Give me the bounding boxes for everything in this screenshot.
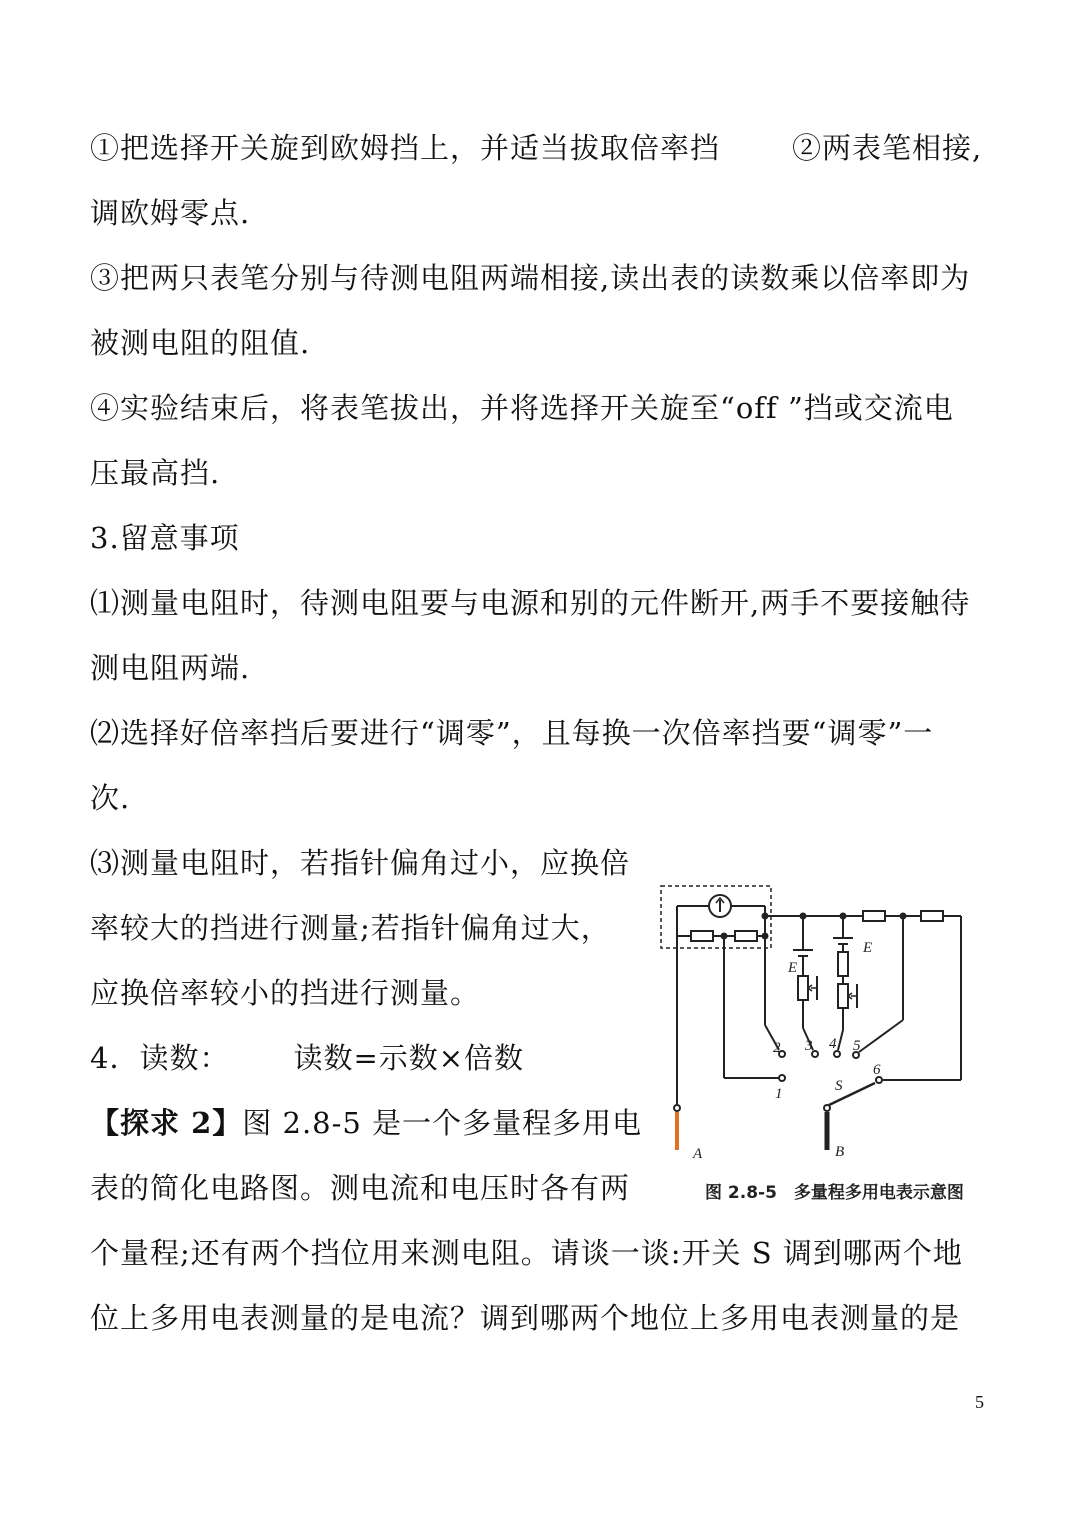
line-8: ⑴测量电阻时，待测电阻要与电源和别的元件断开,两手不要接触待 <box>90 586 971 620</box>
reading-label: 4．读数： <box>90 1041 230 1075</box>
reading-formula: 读数=示数×倍数 <box>293 1041 525 1075</box>
step-2-text: ②两表笔相接, <box>792 131 983 165</box>
step-1-text: ①把选择开关旋到欧姆挡上，并适当拔取倍率挡 <box>90 131 721 165</box>
line-12: ⑶测量电阻时，若指针偏角过小，应换倍 <box>90 846 631 880</box>
line-14: 应换倍率较小的挡进行测量。 <box>90 976 481 1010</box>
line-19: 位上多用电表测量的是电流？调到哪两个地位上多用电表测量的是 <box>90 1301 961 1335</box>
series-resistor-1 <box>863 911 885 921</box>
section-heading: 3.留意事项 <box>90 521 240 555</box>
label-terminal-a: A <box>693 1146 703 1162</box>
line-3: ③把两只表笔分别与待测电阻两端相接,读出表的读数乘以倍率即为 <box>90 261 971 295</box>
label-e2: E <box>863 940 873 956</box>
line-18: 个量程;还有两个挡位用来测电阻。请谈一谈:开关 S 调到哪两个地 <box>90 1236 963 1270</box>
line-2: 调欧姆零点. <box>90 196 251 230</box>
shunt-resistor-1 <box>691 931 713 941</box>
line-1 <box>90 128 982 168</box>
line-4: 被测电阻的阻值. <box>90 326 311 360</box>
circuit-diagram <box>655 880 970 1180</box>
multimeter-circuit-figure <box>655 880 970 1210</box>
explore-text: 图 2.8-5 是一个多量程多用电 <box>242 1106 643 1140</box>
line-9: 测电阻两端. <box>90 651 251 685</box>
line-17: 表的简化电路图。测电流和电压时各有两 <box>90 1171 631 1205</box>
series-resistor-2 <box>921 911 943 921</box>
rheostat-1 <box>798 976 808 1000</box>
rheostat-2 <box>838 984 848 1008</box>
label-e1: E <box>788 960 798 976</box>
line-16 <box>90 1103 642 1143</box>
label-contact-5: 5 <box>853 1038 861 1054</box>
resistor-battery-2 <box>838 952 848 976</box>
label-switch-s: S <box>835 1078 843 1094</box>
line-11: 次. <box>90 781 131 815</box>
line-13: 率较大的挡进行测量;若指针偏角过大， <box>90 911 611 945</box>
line-5: ④实验结束后，将表笔拔出，并将选择开关旋至“off ”挡或交流电 <box>90 391 954 425</box>
label-terminal-b: B <box>835 1144 845 1160</box>
shunt-resistor-2 <box>735 931 757 941</box>
label-contact-6: 6 <box>873 1062 881 1078</box>
line-6: 压最高挡. <box>90 456 221 490</box>
label-contact-3: 3 <box>805 1038 813 1054</box>
label-contact-2: 2 <box>773 1040 781 1056</box>
explore-label: 【探求 2】 <box>90 1106 243 1140</box>
line-10: ⑵选择好倍率挡后要进行“调零”，且每换一次倍率挡要“调零”一 <box>90 716 934 750</box>
page-number: 5 <box>975 1392 984 1412</box>
figure-caption: 图 2.8-5 多量程多用电表示意图 <box>705 1183 964 1203</box>
label-contact-4: 4 <box>829 1036 837 1052</box>
line-15 <box>90 1038 524 1078</box>
label-contact-1: 1 <box>775 1086 783 1102</box>
